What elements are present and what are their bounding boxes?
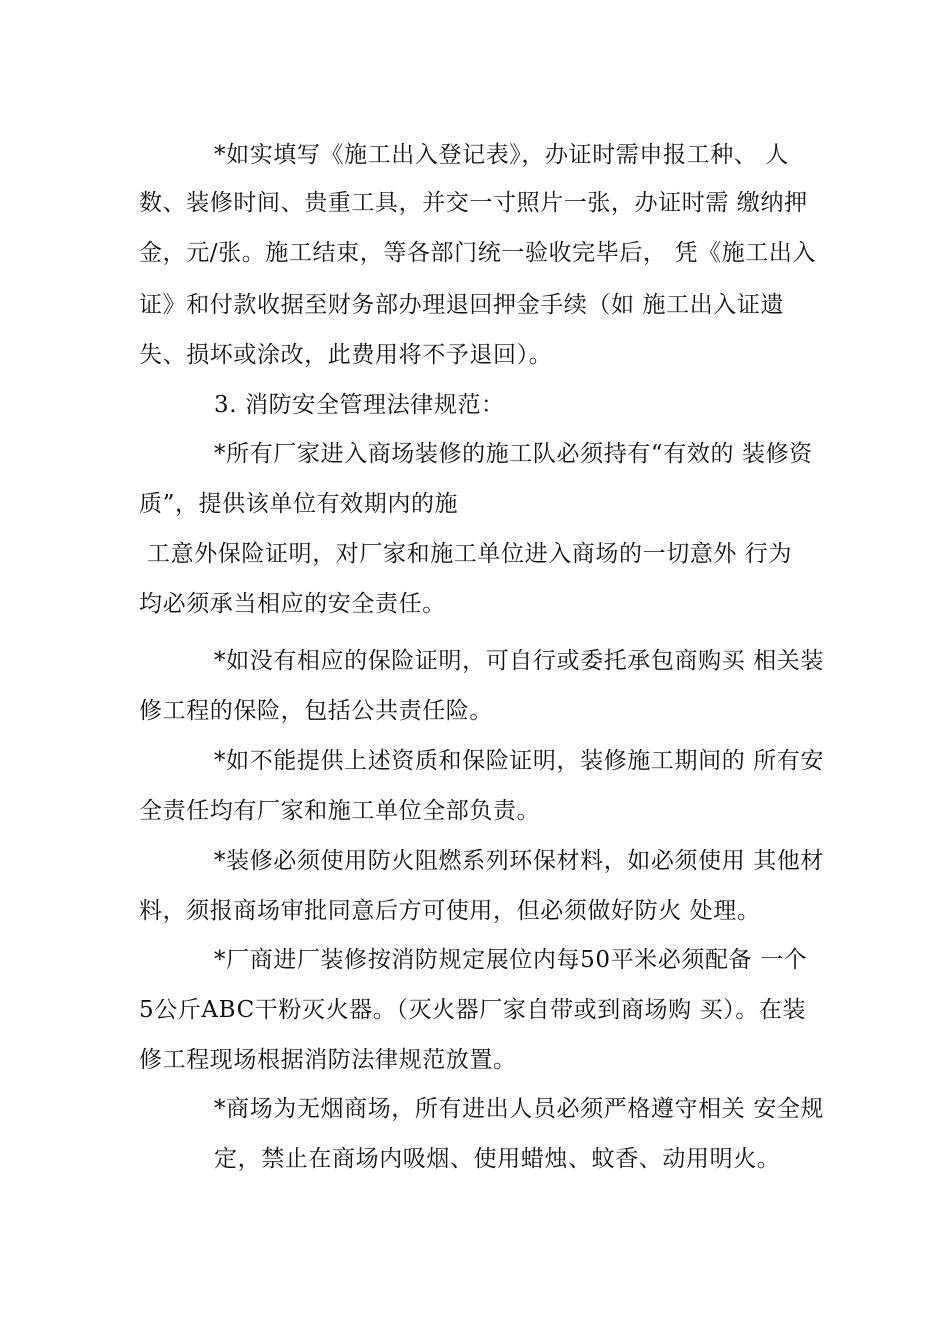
text-line: *如实填写《施工出入登记表》，办证时需申报工种、 人: [214, 142, 789, 168]
text-line: *所有厂家进入商场装修的施工队必须持有“有效的 装修资: [214, 441, 813, 467]
text-line: 料，须报商场审批同意后方可使用，但必须做好防火 处理。: [139, 898, 761, 924]
text-line: *装修必须使用防火阻燃系列环保材料，如必须使用 其他材: [214, 848, 825, 874]
text-line: 修工程现场根据消防法律规范放置。: [139, 1047, 517, 1073]
text-line: *商场为无烟商场，所有进出人员必须严格遵守相关 安全规: [214, 1096, 825, 1122]
text-line: 证》和付款收据至财务部办理退回押金手续（如 施工出入证遗: [139, 292, 785, 318]
text-line: *如没有相应的保险证明，可自行或委托承包商购买 相关装: [214, 648, 825, 674]
text-line: *厂商进厂装修按消防规定展位内每50平米必须配备 一个: [214, 947, 808, 973]
text-line: 工意外保险证明，对厂家和施工单位进入商场的一切意外 行为: [147, 541, 793, 567]
text-line: 金，元/张。施工结束，等各部门统一验收完毕后， 凭《施工出入: [139, 240, 817, 266]
text-line: 定，禁止在商场内吸烟、使用蜡烛、蚊香、动用明火。: [214, 1146, 781, 1172]
text-line: 5公斤ABC干粉灭火器。（灭火器厂家自带或到商场购 买）。在装: [139, 997, 807, 1023]
text-line: *如不能提供上述资质和保险证明，装修施工期间的 所有安: [214, 748, 825, 774]
text-line: 修工程的保险，包括公共责任险。: [139, 698, 493, 724]
text-line: 质”，提供该单位有效期内的施: [139, 491, 459, 517]
section-heading: 3. 消防安全管理法律规范：: [214, 392, 505, 418]
text-line: 失、损坏或涂改，此费用将不予退回）。: [139, 342, 553, 368]
text-line: 均必须承当相应的安全责任。: [139, 591, 446, 617]
text-line: 全责任均有厂家和施工单位全部负责。: [139, 798, 541, 824]
text-line: 数、装修时间、贵重工具，并交一寸照片一张，办证时需 缴纳押: [139, 190, 808, 216]
